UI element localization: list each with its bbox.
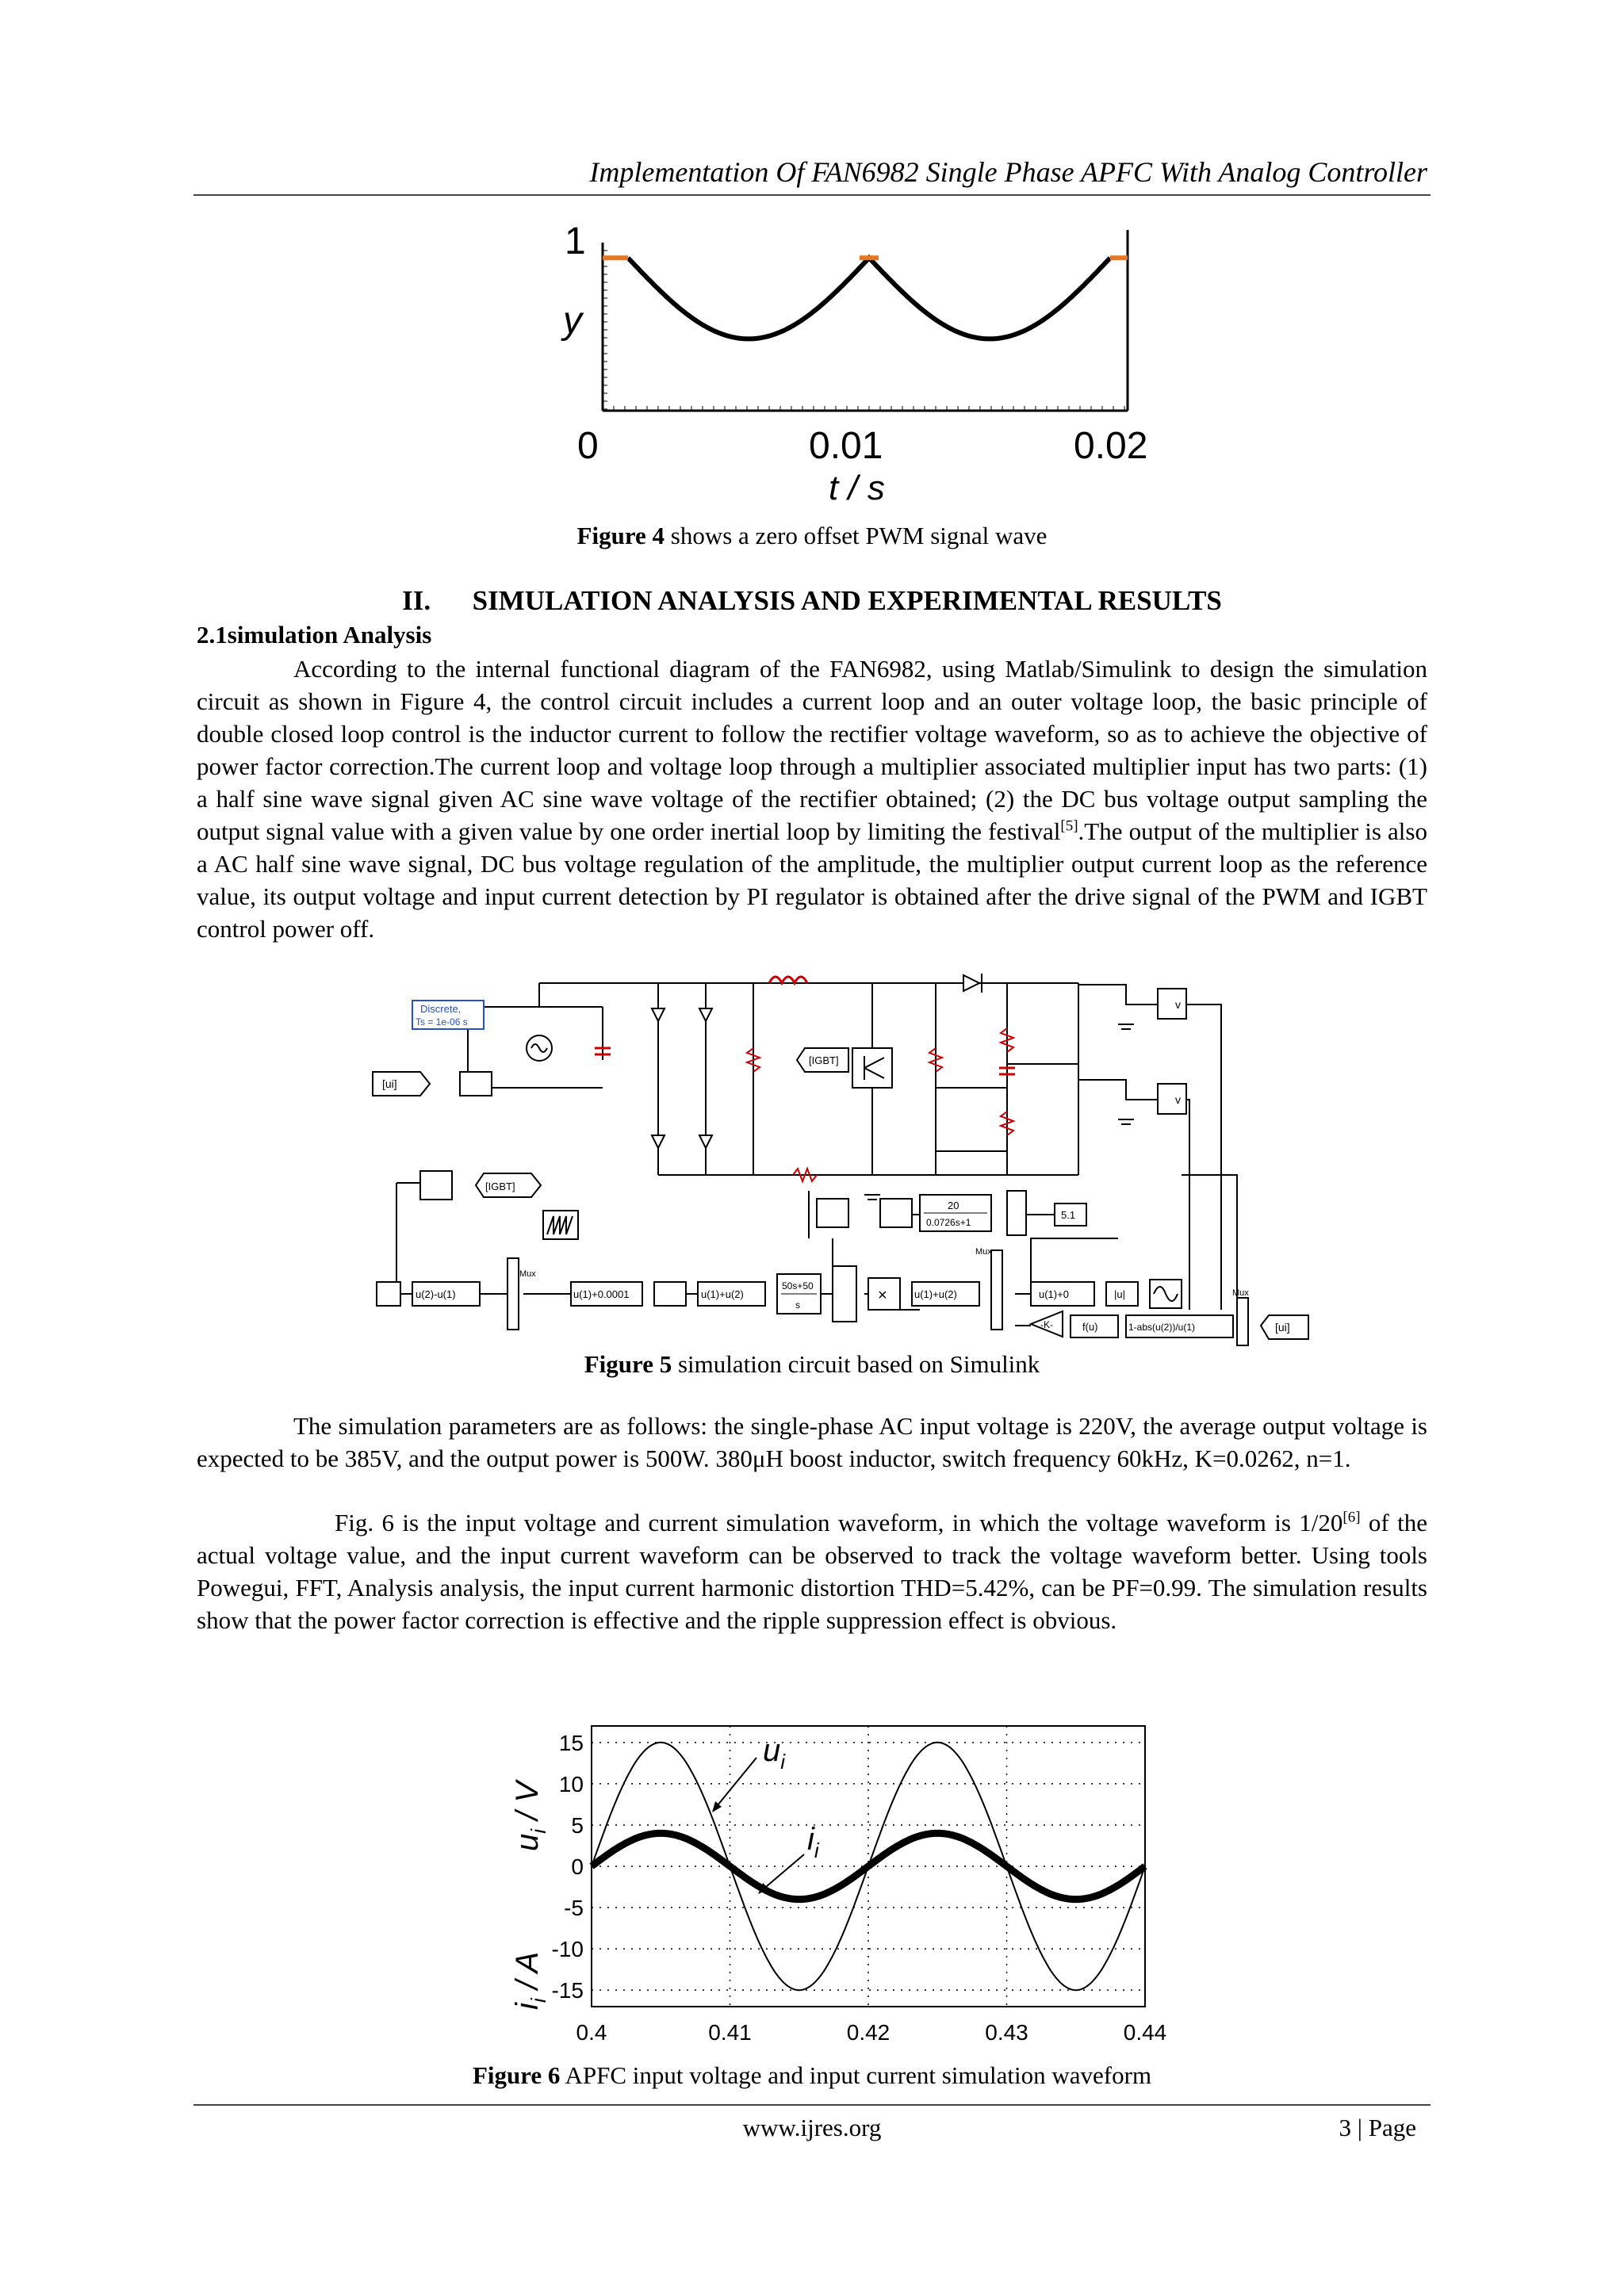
running-header: Implementation Of FAN6982 Single Phase APFC With Analog Controller	[589, 156, 1427, 188]
paragraph-1	[197, 652, 1427, 945]
goto-ui-label: [ui]	[382, 1077, 397, 1090]
figure4-wave-line	[628, 258, 1110, 339]
footer-rule	[193, 2104, 1431, 2106]
figure6-y-label-current: $i_i$ / A	[510, 1951, 550, 2010]
figure4-x-tick-1: 0.01	[809, 425, 883, 467]
figure5-caption	[0, 1350, 1624, 1379]
v-meter-1-label: v	[1175, 998, 1181, 1011]
svg-text:×: ×	[878, 1287, 887, 1304]
citation-6: [6]	[1342, 1509, 1361, 1526]
paragraph-1-text-a: According to the internal functional diagram of the FAN6982, using Matlab/Simulink to design the simulation circuit as shown in Figure 4, the control circuit includes a current loop and an outer voltage loop, the basic principle of double closed loop control is the inductor current to follow the rectifier voltage waveform, so as to achieve the objective of power factor correction.The current loop and voltage loop through a multiplier associated multiplier input has two parts: (1) a half sine wave signal given AC sine wave voltage of the rectifier obtained; (2) the DC bus voltage output sampling the output signal value with a given value by one order inertial loop by limiting the festival	[197, 655, 1427, 845]
block-absfn-label: 1-abs(u(2))/u(1)	[1128, 1322, 1196, 1333]
page-number: 3 | Page	[1339, 2114, 1416, 2141]
figure6-x-tick-label: 0.42	[846, 2020, 891, 2045]
block-u1p0-label: u(1)+0	[1039, 1288, 1069, 1300]
figure5-simulink-diagram	[365, 969, 1316, 1349]
block-mux-label: Mux	[519, 1269, 536, 1279]
block-tf-numerator: 20	[948, 1200, 959, 1211]
figure4-y-tick: 1	[565, 220, 586, 262]
figure6-x-tick-label: 0.43	[985, 2020, 1028, 2045]
annotation-ii: $i_i$	[807, 1822, 819, 1862]
figure6-y-tick-label: -5	[564, 1896, 584, 1921]
powergui-ts-label: Ts = 1e-06 s	[416, 1016, 468, 1027]
figure6-x-tick-label: 0.44	[1123, 2020, 1167, 2045]
footer-url: www.ijres.org	[742, 2114, 882, 2141]
figure4-x-tick-2: 0.02	[1074, 425, 1148, 467]
powergui-discrete-label: Discrete,	[420, 1003, 462, 1015]
figure6-y-tick-label: 15	[558, 1730, 584, 1755]
figure4-caption-label: Figure 4	[576, 522, 665, 549]
subsection-heading: 2.1simulation Analysis	[197, 621, 432, 649]
section-heading: II. SIMULATION ANALYSIS AND EXPERIMENTAL RESULTS	[402, 585, 1222, 616]
block-tf-denominator: 0.0726s+1	[926, 1217, 971, 1228]
figure6-caption-text: APFC input voltage and input current simulation waveform	[560, 2061, 1152, 2089]
block-abs-label: |u|	[1114, 1288, 1125, 1300]
figure6-x-tick-label: 0.4	[576, 2020, 607, 2045]
block-gain-label: -K-	[1040, 1319, 1053, 1330]
block-gain-offset-label: u(1)+0.0001	[573, 1288, 630, 1300]
paragraph-2	[197, 1410, 1427, 1475]
figure6-y-tick-label: -10	[551, 1937, 584, 1962]
block-pi-numerator: 50s+50	[782, 1280, 814, 1292]
v-meter-2-label: v	[1175, 1093, 1181, 1106]
figure4-chart	[547, 206, 1197, 515]
figure6-y-tick-label: 5	[571, 1812, 584, 1838]
figure6-y-tick-label: -15	[551, 1978, 584, 2003]
figure5-caption-label: Figure 5	[584, 1350, 672, 1378]
figure6-y-tick-label: 10	[558, 1771, 584, 1797]
paragraph-2-text: The simulation parameters are as follows: the single-phase AC input voltage is 220V, the average output voltage is expected to be 385V, and the output power is 500W. 380μH boost inductor, switch frequency 60kHz, K=0.0262, n=1.	[197, 1412, 1427, 1472]
figure4-caption-text: shows a zero offset PWM signal wave	[665, 522, 1048, 549]
block-sum-label: u(1)+u(2)	[701, 1288, 744, 1300]
figure6-y-label-voltage: $u_i$ / V	[510, 1781, 550, 1851]
figure4-axis-ticks	[603, 251, 1124, 411]
figure6-x-tick-label: 0.41	[708, 2020, 752, 2045]
paragraph-3	[197, 1506, 1427, 1636]
paragraph-3-text-a: Fig. 6 is the input voltage and current simulation waveform, in which the voltage waveform is 1/20	[335, 1509, 1343, 1536]
paragraph-1-text-b: .The output of the multiplier is also a AC half sine wave signal, DC bus voltage regulation of the amplitude, the multiplier output current loop as the reference value, its output voltage and input current detection by PI regulator is obtained after the drive signal of the PWM and IGBT control power off.	[197, 817, 1427, 943]
block-sum2-label: u(1)+u(2)	[914, 1288, 957, 1300]
goto-igbt-label: [IGBT]	[485, 1181, 515, 1192]
figure6-y-tick-labels	[552, 1731, 584, 2003]
figure5-caption-text: simulation circuit based on Simulink	[672, 1350, 1040, 1378]
from-ui-label: [ui]	[1275, 1321, 1290, 1334]
block-u2u1-label: u(2)-u(1)	[416, 1288, 456, 1300]
block-fu-label: f(u)	[1082, 1321, 1098, 1333]
figure6-x-tick-labels	[576, 2020, 1167, 2045]
figure4-x-tick-0: 0	[577, 425, 599, 467]
block-pi-denominator: s	[795, 1299, 800, 1311]
block-mux3-label: Mux	[975, 1247, 992, 1257]
figure6-caption	[0, 2061, 1624, 2090]
from-igbt-label: [IGBT]	[809, 1054, 839, 1066]
figure6-current-line	[592, 1833, 1145, 1899]
annotation-ui: $u_i$	[763, 1733, 786, 1774]
paragraph-3-text-b: of the actual voltage value, and the input current waveform can be observed to track the voltage waveform better. Using tools Powegui, FFT, Analysis analysis, the input current harmonic distortion THD=5.42%, can be PF=0.99. The simulation results show that the power factor correction is effective and the ripple suppression effect is obvious.	[197, 1509, 1427, 1634]
figure4-caption	[0, 522, 1624, 550]
figure6-y-tick-label: 0	[571, 1854, 584, 1879]
figure4-x-label: t / s	[829, 469, 885, 507]
figure4-y-label: y	[563, 300, 582, 342]
figure6-caption-label: Figure 6	[472, 2061, 561, 2089]
citation-5: [5]	[1060, 817, 1078, 835]
header-rule	[193, 194, 1431, 196]
figure6-chart	[500, 1716, 1197, 2049]
block-constant-label: 5.1	[1061, 1209, 1076, 1221]
block-mux2-label: Mux	[1232, 1288, 1249, 1298]
